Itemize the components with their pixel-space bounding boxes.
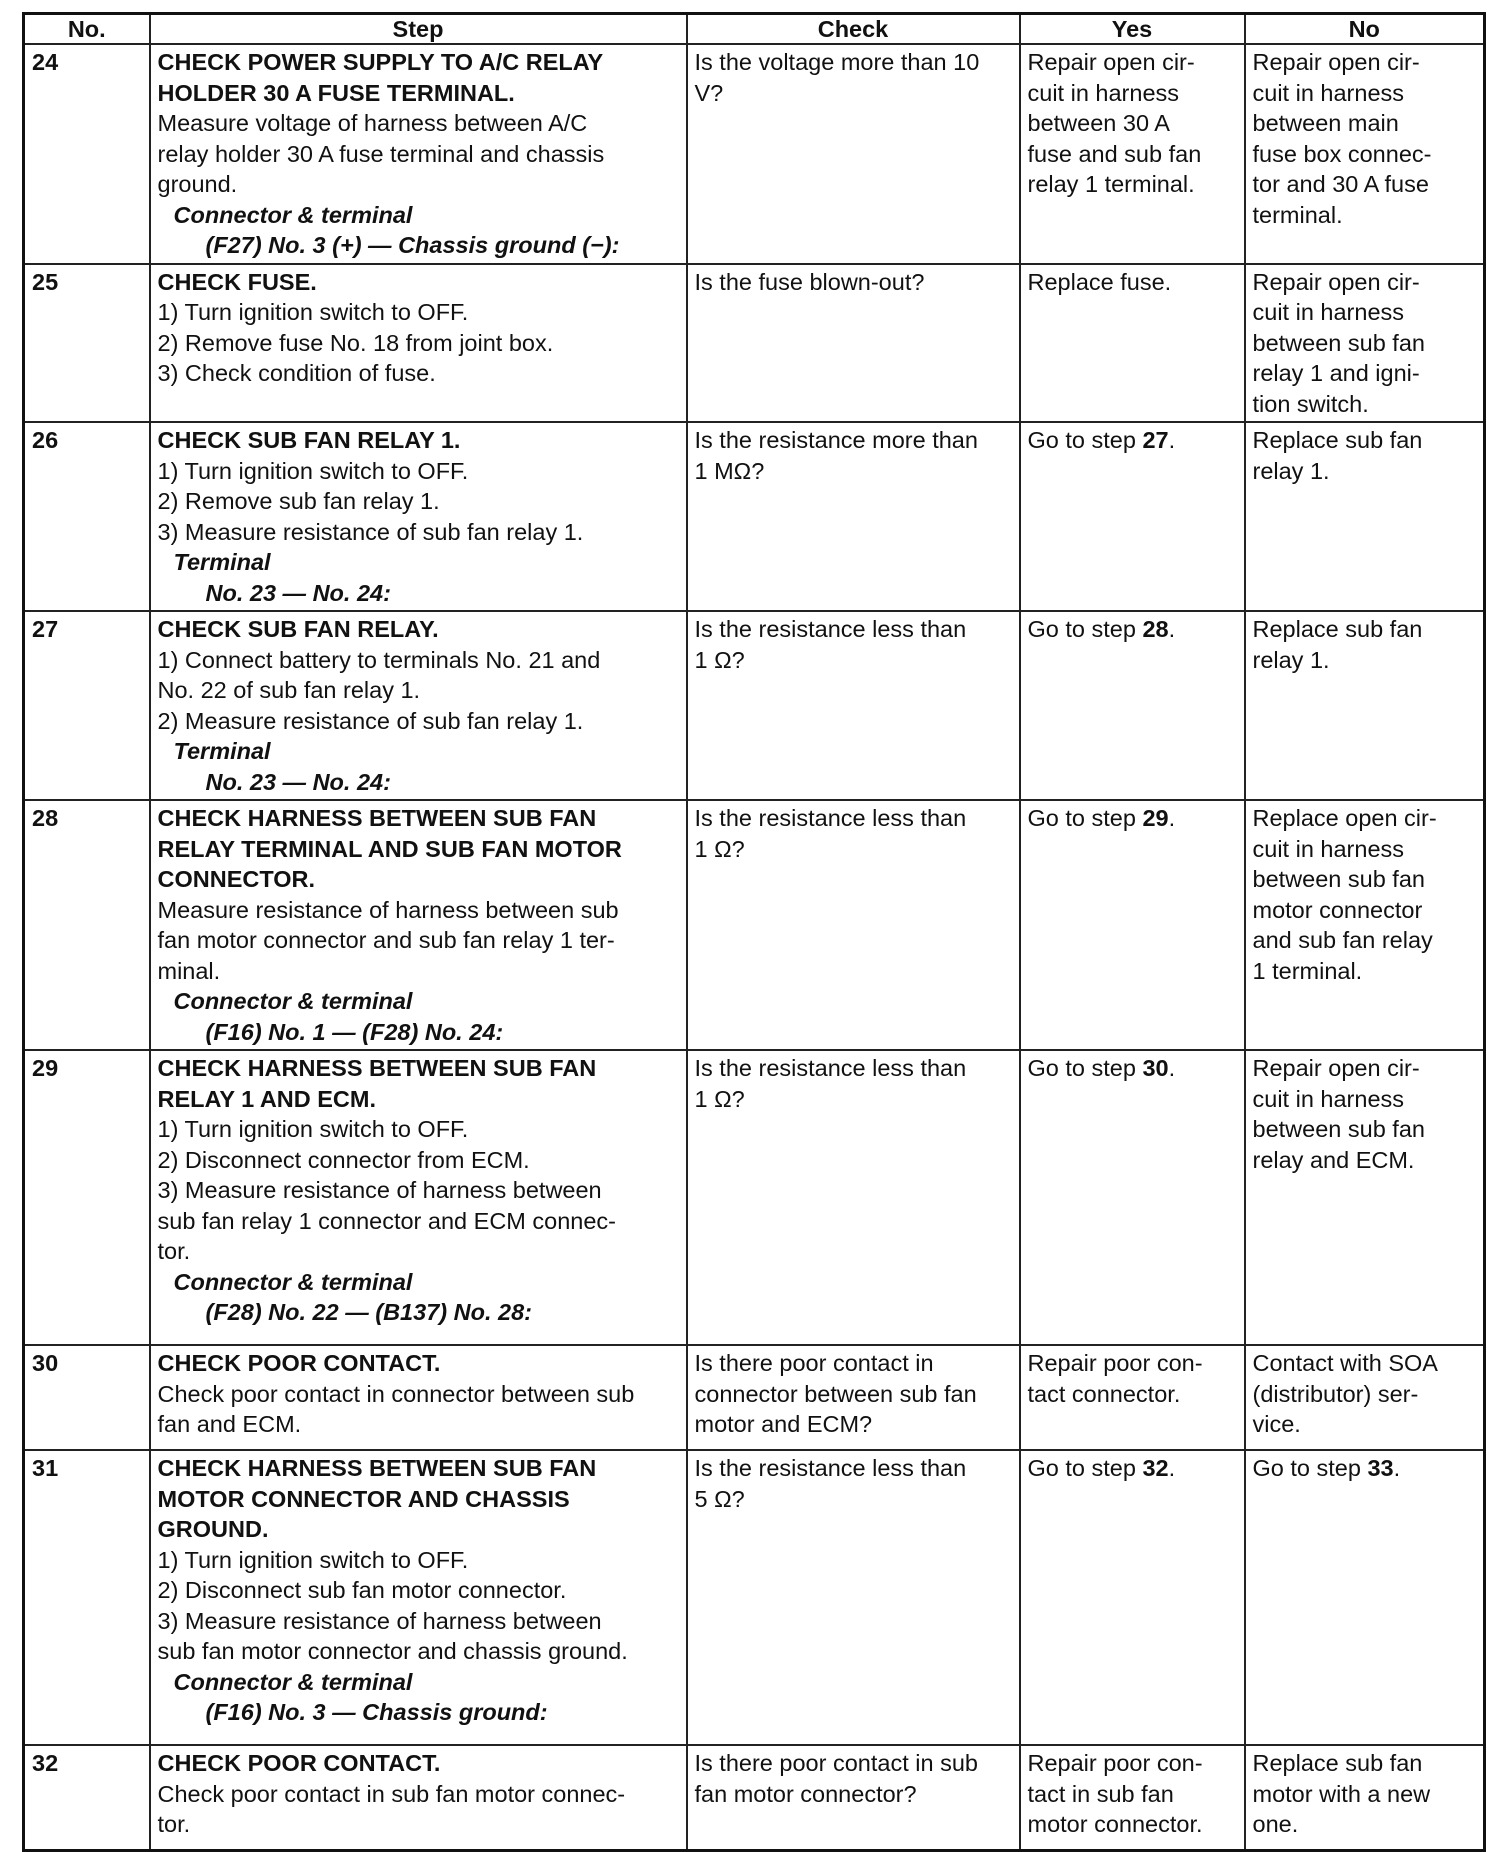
- no-action: Repair open cir-: [1252, 1055, 1420, 1081]
- yes-goto: [1028, 803, 1237, 834]
- yes-action: Repair open cir-: [1027, 49, 1195, 75]
- yes-goto-suffix: .: [1168, 427, 1176, 453]
- step-instruction: Measure resistance of harness between sub: [157, 896, 619, 923]
- connector-label: Terminal: [173, 738, 271, 764]
- no-action: Replace sub fan: [1252, 616, 1423, 642]
- step-number: 27: [24, 611, 150, 800]
- yes-goto-prefix: Go to step: [1027, 805, 1143, 831]
- step-instruction: 3) Check condition of fuse.: [157, 360, 436, 386]
- no-action: cuit in harness: [1252, 299, 1405, 325]
- yes-goto-step: 29: [1142, 805, 1169, 831]
- step-cell: [150, 1745, 687, 1850]
- yes-cell: [1020, 1450, 1245, 1745]
- yes-goto: [1028, 1453, 1237, 1484]
- step-title: RELAY 1 AND ECM.: [157, 1085, 377, 1112]
- no-action: one.: [1252, 1811, 1299, 1837]
- yes-cell: [1020, 264, 1245, 423]
- connector-label: Connector & terminal: [173, 988, 413, 1014]
- step-instruction: 1) Connect battery to terminals No. 21 and: [157, 646, 601, 673]
- yes-goto-prefix: Go to step: [1027, 427, 1143, 453]
- terminal-spec: (F28) No. 22 — (B137) No. 28:: [205, 1299, 532, 1325]
- step-title: CONNECTOR.: [157, 866, 316, 892]
- check-question: Is the voltage more than 10: [694, 49, 980, 75]
- step-cell: [150, 422, 687, 611]
- no-cell: [1245, 422, 1485, 611]
- yes-goto: [1028, 425, 1237, 456]
- header-check: Check: [687, 14, 1020, 45]
- no-action: tion switch.: [1252, 390, 1369, 417]
- no-action: terminal.: [1252, 201, 1343, 228]
- step-title: RELAY TERMINAL AND SUB FAN MOTOR: [157, 835, 622, 862]
- step-instruction: 2) Disconnect sub fan motor connector.: [157, 1577, 567, 1603]
- connector-label: Terminal: [173, 549, 271, 575]
- no-goto-prefix: Go to step: [1252, 1455, 1368, 1481]
- table-row: [24, 422, 1485, 611]
- step-number: 24: [24, 44, 150, 264]
- no-action: vice.: [1252, 1411, 1301, 1437]
- check-question: Is the resistance more than: [694, 427, 978, 453]
- step-instruction: tor.: [157, 1238, 191, 1264]
- yes-cell: [1020, 422, 1245, 611]
- step-number: 26: [24, 422, 150, 611]
- no-cell: [1245, 1050, 1485, 1345]
- yes-cell: [1020, 611, 1245, 800]
- terminal-spec: (F16) No. 1 — (F28) No. 24:: [205, 1018, 504, 1045]
- step-cell: [150, 1050, 687, 1345]
- yes-goto-prefix: Go to step: [1027, 1055, 1143, 1081]
- step-number: 25: [24, 264, 150, 423]
- yes-goto-suffix: .: [1168, 1055, 1176, 1081]
- step-instruction: sub fan motor connector and chassis ground.: [157, 1638, 628, 1664]
- header-row: [24, 14, 1485, 45]
- step-title: CHECK POWER SUPPLY TO A/C RELAY: [157, 49, 604, 75]
- check-cell: [687, 1450, 1020, 1745]
- step-instruction: 1) Turn ignition switch to OFF.: [157, 1116, 469, 1142]
- no-cell: [1245, 800, 1485, 1050]
- no-action: cuit in harness: [1252, 1085, 1405, 1112]
- step-instruction: 1) Turn ignition switch to OFF.: [157, 1546, 469, 1573]
- step-instruction: 2) Measure resistance of sub fan relay 1.: [157, 707, 584, 734]
- yes-goto-suffix: .: [1168, 1455, 1176, 1481]
- yes-goto-prefix: Go to step: [1027, 1455, 1143, 1481]
- step-instruction: Check poor contact in sub fan motor connec-: [157, 1780, 626, 1807]
- table-row: [24, 1050, 1485, 1345]
- check-question: 5 Ω?: [694, 1485, 745, 1512]
- check-cell: [687, 1745, 1020, 1850]
- step-title: MOTOR CONNECTOR AND CHASSIS: [157, 1485, 570, 1512]
- check-question: Is the resistance less than: [694, 805, 967, 831]
- table-body: [24, 44, 1485, 1850]
- step-number: 28: [24, 800, 150, 1050]
- step-title: HOLDER 30 A FUSE TERMINAL.: [157, 79, 515, 106]
- check-cell: [687, 800, 1020, 1050]
- step-title: CHECK FUSE.: [157, 268, 317, 295]
- step-title: CHECK HARNESS BETWEEN SUB FAN: [157, 1455, 597, 1481]
- check-question: Is the resistance less than: [694, 616, 967, 642]
- table-row: [24, 1745, 1485, 1850]
- no-goto-step: 33: [1367, 1455, 1394, 1481]
- no-action: cuit in harness: [1252, 79, 1405, 106]
- step-instruction: Measure voltage of harness between A/C: [157, 110, 588, 136]
- step-title: CHECK HARNESS BETWEEN SUB FAN: [157, 1055, 597, 1081]
- no-action: relay 1.: [1252, 646, 1330, 673]
- yes-action: fuse and sub fan: [1027, 140, 1202, 167]
- header-no: No.: [24, 14, 150, 45]
- yes-goto-prefix: Go to step: [1027, 616, 1143, 642]
- header-step: Step: [150, 14, 687, 45]
- yes-goto-step: 28: [1142, 616, 1169, 642]
- no-action: Replace sub fan: [1252, 427, 1423, 453]
- step-number: 29: [24, 1050, 150, 1345]
- yes-goto-suffix: .: [1168, 805, 1176, 831]
- check-question: Is the fuse blown-out?: [694, 268, 925, 295]
- step-instruction: 2) Remove fuse No. 18 from joint box.: [157, 329, 554, 356]
- no-cell: [1245, 1450, 1485, 1745]
- no-action: motor connector: [1252, 896, 1423, 923]
- check-question: connector between sub fan: [694, 1380, 977, 1407]
- no-action: Repair open cir-: [1252, 49, 1420, 75]
- check-question: motor and ECM?: [694, 1411, 873, 1437]
- yes-action: Repair poor con-: [1027, 1350, 1203, 1376]
- step-title: CHECK HARNESS BETWEEN SUB FAN: [157, 805, 597, 831]
- check-cell: [687, 44, 1020, 264]
- check-question: 1 Ω?: [694, 1085, 745, 1112]
- no-action: (distributor) ser-: [1252, 1380, 1419, 1407]
- connector-label: Connector & terminal: [173, 1668, 413, 1695]
- no-goto: [1253, 1453, 1477, 1484]
- yes-cell: [1020, 1345, 1245, 1450]
- check-question: Is there poor contact in: [694, 1350, 934, 1376]
- no-action: 1 terminal.: [1252, 957, 1363, 984]
- check-cell: [687, 422, 1020, 611]
- yes-cell: [1020, 800, 1245, 1050]
- step-instruction: 2) Disconnect connector from ECM.: [157, 1146, 530, 1173]
- step-instruction: 1) Turn ignition switch to OFF.: [157, 299, 469, 325]
- table-row: [24, 44, 1485, 264]
- no-cell: [1245, 44, 1485, 264]
- step-instruction: tor.: [157, 1811, 191, 1837]
- step-title: CHECK SUB FAN RELAY.: [157, 616, 439, 642]
- no-cell: [1245, 1345, 1485, 1450]
- no-cell: [1245, 264, 1485, 423]
- step-instruction: ground.: [157, 171, 238, 197]
- step-instruction: 3) Measure resistance of harness between: [157, 1177, 602, 1203]
- yes-goto-step: 32: [1142, 1455, 1169, 1481]
- no-action: cuit in harness: [1252, 835, 1405, 862]
- header-no-action: No: [1245, 14, 1485, 45]
- check-question: V?: [694, 79, 724, 106]
- check-cell: [687, 1050, 1020, 1345]
- no-action: between sub fan: [1252, 329, 1425, 356]
- check-cell: [687, 611, 1020, 800]
- step-cell: [150, 264, 687, 423]
- no-action: motor with a new: [1252, 1780, 1431, 1807]
- no-action: Replace sub fan: [1252, 1750, 1423, 1776]
- step-title: CHECK SUB FAN RELAY 1.: [157, 427, 461, 453]
- check-cell: [687, 264, 1020, 423]
- table-row: [24, 1450, 1485, 1745]
- terminal-spec: No. 23 — No. 24:: [205, 579, 391, 606]
- no-action: tor and 30 A fuse: [1252, 171, 1429, 197]
- check-question: Is the resistance less than: [694, 1055, 967, 1081]
- no-goto-suffix: .: [1393, 1455, 1401, 1481]
- step-instruction: 1) Turn ignition switch to OFF.: [157, 457, 469, 484]
- no-action: Replace open cir-: [1252, 805, 1437, 831]
- step-instruction: minal.: [157, 957, 221, 984]
- table-row: [24, 611, 1485, 800]
- no-action: fuse box connec-: [1252, 140, 1432, 167]
- connector-label: Connector & terminal: [173, 201, 413, 228]
- table-row: [24, 800, 1485, 1050]
- no-action: relay 1 and igni-: [1252, 360, 1420, 386]
- step-number: 32: [24, 1745, 150, 1850]
- no-action: between sub fan: [1252, 1116, 1425, 1142]
- step-instruction: sub fan relay 1 connector and ECM connec-: [157, 1207, 617, 1234]
- no-action: Repair open cir-: [1252, 268, 1420, 295]
- check-question: 1 Ω?: [694, 835, 745, 862]
- step-title: CHECK POOR CONTACT.: [157, 1350, 441, 1376]
- yes-action: Repair poor con-: [1027, 1750, 1203, 1776]
- table-row: [24, 264, 1485, 423]
- step-cell: [150, 44, 687, 264]
- no-cell: [1245, 611, 1485, 800]
- no-action: Contact with SOA: [1252, 1350, 1438, 1376]
- no-cell: [1245, 1745, 1485, 1850]
- check-question: 1 Ω?: [694, 646, 745, 673]
- check-cell: [687, 1345, 1020, 1450]
- check-question: Is the resistance less than: [694, 1455, 967, 1481]
- no-action: between main: [1252, 110, 1399, 136]
- step-cell: [150, 800, 687, 1050]
- terminal-spec: (F16) No. 3 — Chassis ground:: [205, 1699, 548, 1725]
- step-instruction: Check poor contact in connector between sub: [157, 1380, 635, 1407]
- step-instruction: fan motor connector and sub fan relay 1 ter-: [157, 927, 615, 953]
- step-cell: [150, 611, 687, 800]
- connector-label: Connector & terminal: [173, 1268, 413, 1295]
- yes-goto-step: 30: [1142, 1055, 1169, 1081]
- step-title: GROUND.: [157, 1516, 269, 1542]
- step-number: 30: [24, 1345, 150, 1450]
- step-instruction: 3) Measure resistance of sub fan relay 1.: [157, 518, 584, 545]
- check-question: fan motor connector?: [694, 1780, 917, 1807]
- yes-action: between 30 A: [1027, 110, 1170, 136]
- yes-action: Replace fuse.: [1027, 268, 1172, 295]
- yes-action: tact in sub fan: [1027, 1780, 1174, 1807]
- step-instruction: No. 22 of sub fan relay 1.: [157, 677, 421, 703]
- no-action: relay 1.: [1252, 457, 1330, 484]
- header-yes: Yes: [1020, 14, 1245, 45]
- yes-action: cuit in harness: [1027, 79, 1180, 106]
- table-row: [24, 1345, 1485, 1450]
- no-action: and sub fan relay: [1252, 927, 1433, 953]
- terminal-spec: No. 23 — No. 24:: [205, 768, 391, 795]
- step-instruction: 3) Measure resistance of harness between: [157, 1607, 602, 1634]
- yes-goto: [1028, 1053, 1237, 1084]
- step-instruction: 2) Remove sub fan relay 1.: [157, 488, 440, 514]
- yes-cell: [1020, 1745, 1245, 1850]
- check-question: Is there poor contact in sub: [694, 1750, 978, 1776]
- step-cell: [150, 1345, 687, 1450]
- terminal-spec: (F27) No. 3 (+) — Chassis ground (−):: [205, 232, 620, 258]
- yes-cell: [1020, 1050, 1245, 1345]
- yes-goto-step: 27: [1142, 427, 1169, 453]
- step-instruction: relay holder 30 A fuse terminal and chassis: [157, 140, 605, 167]
- step-cell: [150, 1450, 687, 1745]
- yes-action: relay 1 terminal.: [1027, 171, 1195, 197]
- check-question: 1 MΩ?: [694, 457, 765, 484]
- yes-action: motor connector.: [1027, 1811, 1203, 1837]
- yes-goto: [1028, 614, 1237, 645]
- yes-action: tact connector.: [1027, 1380, 1181, 1407]
- no-action: relay and ECM.: [1252, 1146, 1415, 1173]
- step-instruction: fan and ECM.: [157, 1411, 302, 1437]
- yes-goto-suffix: .: [1168, 616, 1176, 642]
- diagnostic-table: [22, 12, 1486, 1852]
- no-action: between sub fan: [1252, 866, 1425, 892]
- step-title: CHECK POOR CONTACT.: [157, 1750, 441, 1776]
- yes-cell: [1020, 44, 1245, 264]
- step-number: 31: [24, 1450, 150, 1745]
